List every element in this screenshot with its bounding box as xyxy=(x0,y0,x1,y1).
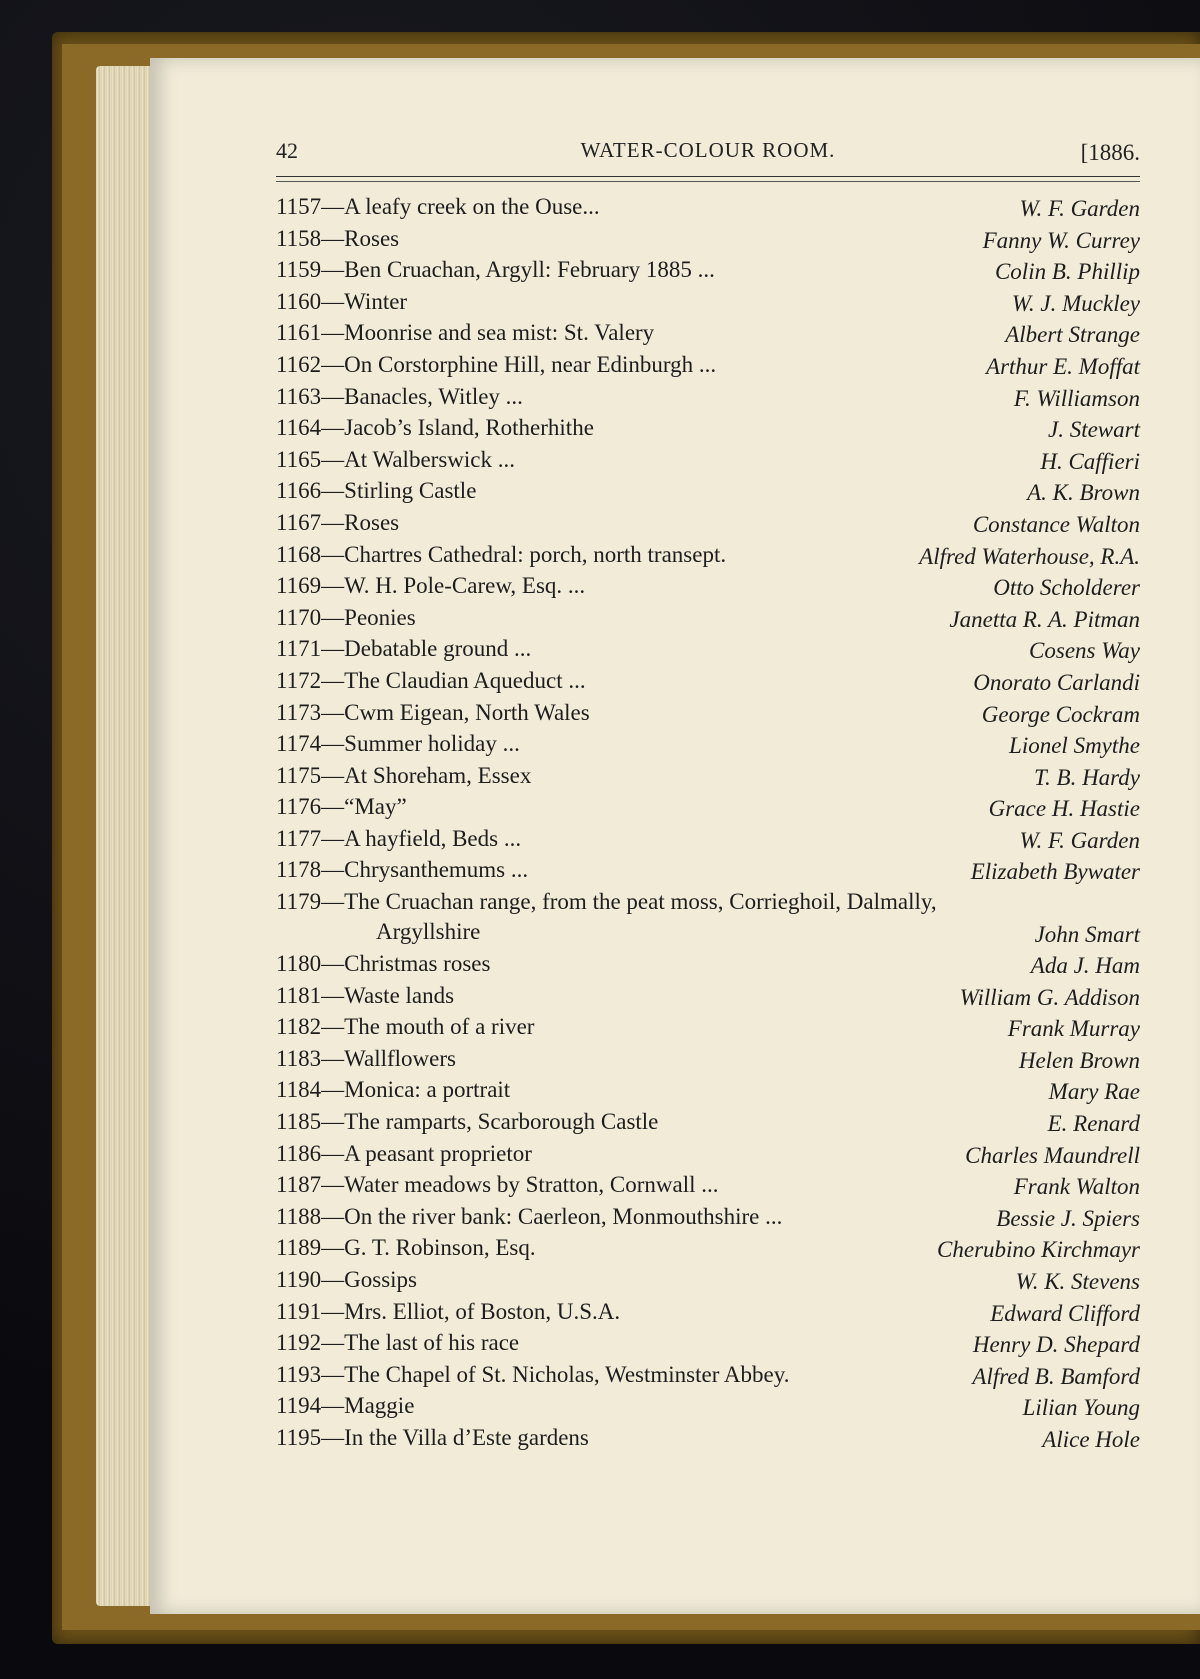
catalogue-entry xyxy=(276,1077,1142,1109)
catalogue-entry xyxy=(276,1109,1142,1141)
catalogue-entry xyxy=(276,194,1142,226)
entry-title: 1194—Maggie xyxy=(276,1393,415,1419)
entry-title: 1174—Summer holiday ... xyxy=(276,731,520,757)
entry-title: 1163—Banacles, Witley ... xyxy=(276,383,523,409)
entry-title: 1186—A peasant proprietor xyxy=(276,1140,532,1166)
header-rule-thin xyxy=(276,181,1140,182)
catalogue-entry xyxy=(276,1425,1142,1457)
entry-title: 1178—Chrysanthemums ... xyxy=(276,857,529,883)
entry-title: 1168—Chartres Cathedral: porch, north transept. xyxy=(276,541,727,567)
catalogue-entry xyxy=(276,320,1142,352)
entry-title: 1188—On the river bank: Caerleon, Monmouthshire ... xyxy=(276,1203,783,1229)
catalogue-entry xyxy=(276,983,1142,1015)
entry-title: 1172—The Claudian Aqueduct ... xyxy=(276,667,586,693)
entry-artist: Edward Clifford xyxy=(986,1301,1140,1327)
entry-artist: Grace H. Hastie xyxy=(985,796,1140,822)
entry-title-continuation: Argyllshire xyxy=(376,919,481,945)
entry-title: 1187—Water meadows by Stratton, Cornwall ... xyxy=(276,1172,719,1198)
catalogue-list xyxy=(276,194,1142,1457)
catalogue-entry xyxy=(276,763,1142,795)
entry-title: 1165—At Walberswick ... xyxy=(276,446,515,472)
entry-artist: Fanny W. Currey xyxy=(979,228,1140,254)
catalogue-entry xyxy=(276,226,1142,258)
entry-artist: H. Caffieri xyxy=(1036,449,1140,475)
entry-artist: Frank Walton xyxy=(1010,1174,1140,1200)
catalogue-entry xyxy=(276,1204,1142,1236)
catalogue-entry xyxy=(276,857,1142,889)
entry-artist: George Cockram xyxy=(978,702,1140,728)
entry-artist: Lionel Smythe xyxy=(1005,733,1140,759)
entry-title: 1170—Peonies xyxy=(276,604,416,630)
entry-artist: W. F. Garden xyxy=(1015,196,1140,222)
entry-artist: Charles Maundrell xyxy=(961,1143,1140,1169)
catalogue-entry xyxy=(276,257,1142,289)
entry-artist: Frank Murray xyxy=(1004,1016,1140,1042)
entry-title: 1158—Roses xyxy=(276,225,400,251)
catalogue-entry xyxy=(276,1362,1142,1394)
catalogue-entry xyxy=(276,700,1142,732)
entry-artist: Bessie J. Spiers xyxy=(992,1206,1140,1232)
entry-artist: Albert Strange xyxy=(1001,322,1140,348)
entry-artist: Janetta R. A. Pitman xyxy=(945,607,1140,633)
catalogue-entry xyxy=(276,1046,1142,1078)
entry-artist: Alfred B. Bamford xyxy=(968,1364,1140,1390)
entry-title: 1176—“May” xyxy=(276,794,407,820)
entry-title: 1190—Gossips xyxy=(276,1267,417,1292)
catalogue-entry xyxy=(276,1172,1142,1204)
page-number: 42 xyxy=(276,138,298,163)
entry-title: 1181—Waste lands xyxy=(276,982,455,1008)
entry-title: 1159—Ben Cruachan, Argyll: February 1885 ... xyxy=(276,257,715,283)
entry-artist: Henry D. Shepard xyxy=(969,1332,1140,1358)
entry-title: 1171—Debatable ground ... xyxy=(276,636,532,662)
entry-artist: Constance Walton xyxy=(969,512,1140,538)
catalogue-entry xyxy=(276,889,1142,951)
header-rule xyxy=(276,176,1140,177)
entry-artist: W. J. Muckley xyxy=(1008,291,1140,317)
catalogue-entry xyxy=(276,384,1142,416)
catalogue-entry xyxy=(276,1330,1142,1362)
entry-title: 1192—The last of his race xyxy=(276,1330,520,1356)
entry-artist: Mary Rae xyxy=(1045,1079,1140,1105)
catalogue-entry xyxy=(276,636,1142,668)
catalogue-entry xyxy=(276,415,1142,447)
entry-artist: Colin B. Phillip xyxy=(991,259,1140,285)
entry-artist: John Smart xyxy=(1031,922,1140,948)
catalogue-entry xyxy=(276,605,1142,637)
entry-title: 1189—G. T. Robinson, Esq. xyxy=(276,1235,536,1261)
catalogue-entry xyxy=(276,1393,1142,1425)
entry-title: 1166—Stirling Castle xyxy=(276,478,477,504)
catalogue-entry xyxy=(276,951,1142,983)
catalogue-entry xyxy=(276,1014,1142,1046)
entry-artist: Cherubino Kirchmayr xyxy=(933,1237,1140,1263)
entry-title: 1195—In the Villa d’Este gardens xyxy=(276,1424,589,1450)
catalogue-entry xyxy=(276,1235,1142,1267)
entry-title: 1193—The Chapel of St. Nicholas, Westminster Abbey. xyxy=(276,1361,790,1387)
page-header xyxy=(276,134,1140,174)
catalogue-entry xyxy=(276,1141,1142,1173)
entry-artist: Lilian Young xyxy=(1019,1395,1140,1421)
catalogue-entry xyxy=(276,542,1142,574)
entry-artist: Cosens Way xyxy=(1025,638,1140,664)
entry-artist: Otto Scholderer xyxy=(989,575,1140,601)
entry-artist: Helen Brown xyxy=(1015,1048,1140,1074)
catalogue-entry xyxy=(276,510,1142,542)
entry-title: 1161—Moonrise and sea mist: St. Valery xyxy=(276,320,655,346)
catalogue-entry xyxy=(276,794,1142,826)
entry-artist: E. Renard xyxy=(1044,1111,1140,1137)
entry-title: 1185—The ramparts, Scarborough Castle xyxy=(276,1109,659,1135)
page-title: WATER-COLOUR ROOM. xyxy=(580,138,836,162)
entry-artist: Ada J. Ham xyxy=(1027,953,1140,979)
entry-artist: A. K. Brown xyxy=(1023,480,1140,506)
entry-artist: Alice Hole xyxy=(1038,1427,1140,1453)
entry-artist: W. F. Garden xyxy=(1015,828,1140,854)
catalogue-entry xyxy=(276,573,1142,605)
entry-artist: William G. Addison xyxy=(956,985,1140,1011)
entry-title: 1164—Jacob’s Island, Rotherhithe xyxy=(276,415,594,441)
catalogue-entry xyxy=(276,1299,1142,1331)
entry-title: 1177—A hayfield, Beds ... xyxy=(276,825,522,851)
catalogue-entry xyxy=(276,731,1142,763)
entry-title: 1179—The Cruachan range, from the peat moss, Corrieghoil, Dalmally, xyxy=(276,889,937,915)
entry-title: 1184—Monica: a portrait xyxy=(276,1077,511,1103)
entry-title: 1167—Roses xyxy=(276,509,400,535)
page-year: [1886. xyxy=(1080,140,1140,165)
entry-artist: Alfred Waterhouse, R.A. xyxy=(915,544,1140,570)
catalogue-entry xyxy=(276,478,1142,510)
entry-title: 1157—A leafy creek on the Ouse... xyxy=(276,194,600,219)
catalogue-entry xyxy=(276,826,1142,858)
entry-title: 1180—Christmas roses xyxy=(276,951,491,977)
entry-artist: Arthur E. Moffat xyxy=(982,354,1140,380)
entry-title: 1191—Mrs. Elliot, of Boston, U.S.A. xyxy=(276,1298,621,1324)
catalogue-entry xyxy=(276,352,1142,384)
entry-title: 1182—The mouth of a river xyxy=(276,1014,535,1040)
entry-artist: J. Stewart xyxy=(1044,417,1140,443)
entry-title: 1160—Winter xyxy=(276,288,408,314)
entry-artist: W. K. Stevens xyxy=(1012,1269,1140,1295)
catalogue-entry xyxy=(276,1267,1142,1299)
entry-title: 1169—W. H. Pole-Carew, Esq. ... xyxy=(276,573,586,599)
entry-artist: F. Williamson xyxy=(1010,386,1140,412)
page-edges xyxy=(96,66,156,1606)
entry-title: 1162—On Corstorphine Hill, near Edinburgh ... xyxy=(276,351,717,377)
catalogue-entry xyxy=(276,289,1142,321)
entry-title: 1183—Wallflowers xyxy=(276,1045,456,1071)
entry-artist: Elizabeth Bywater xyxy=(967,859,1140,885)
entry-title: 1175—At Shoreham, Essex xyxy=(276,762,532,788)
catalogue-entry xyxy=(276,668,1142,700)
entry-title: 1173—Cwm Eigean, North Wales xyxy=(276,699,590,725)
entry-artist: Onorato Carlandi xyxy=(969,670,1140,696)
catalogue-entry xyxy=(276,447,1142,479)
entry-artist: T. B. Hardy xyxy=(1030,765,1140,791)
